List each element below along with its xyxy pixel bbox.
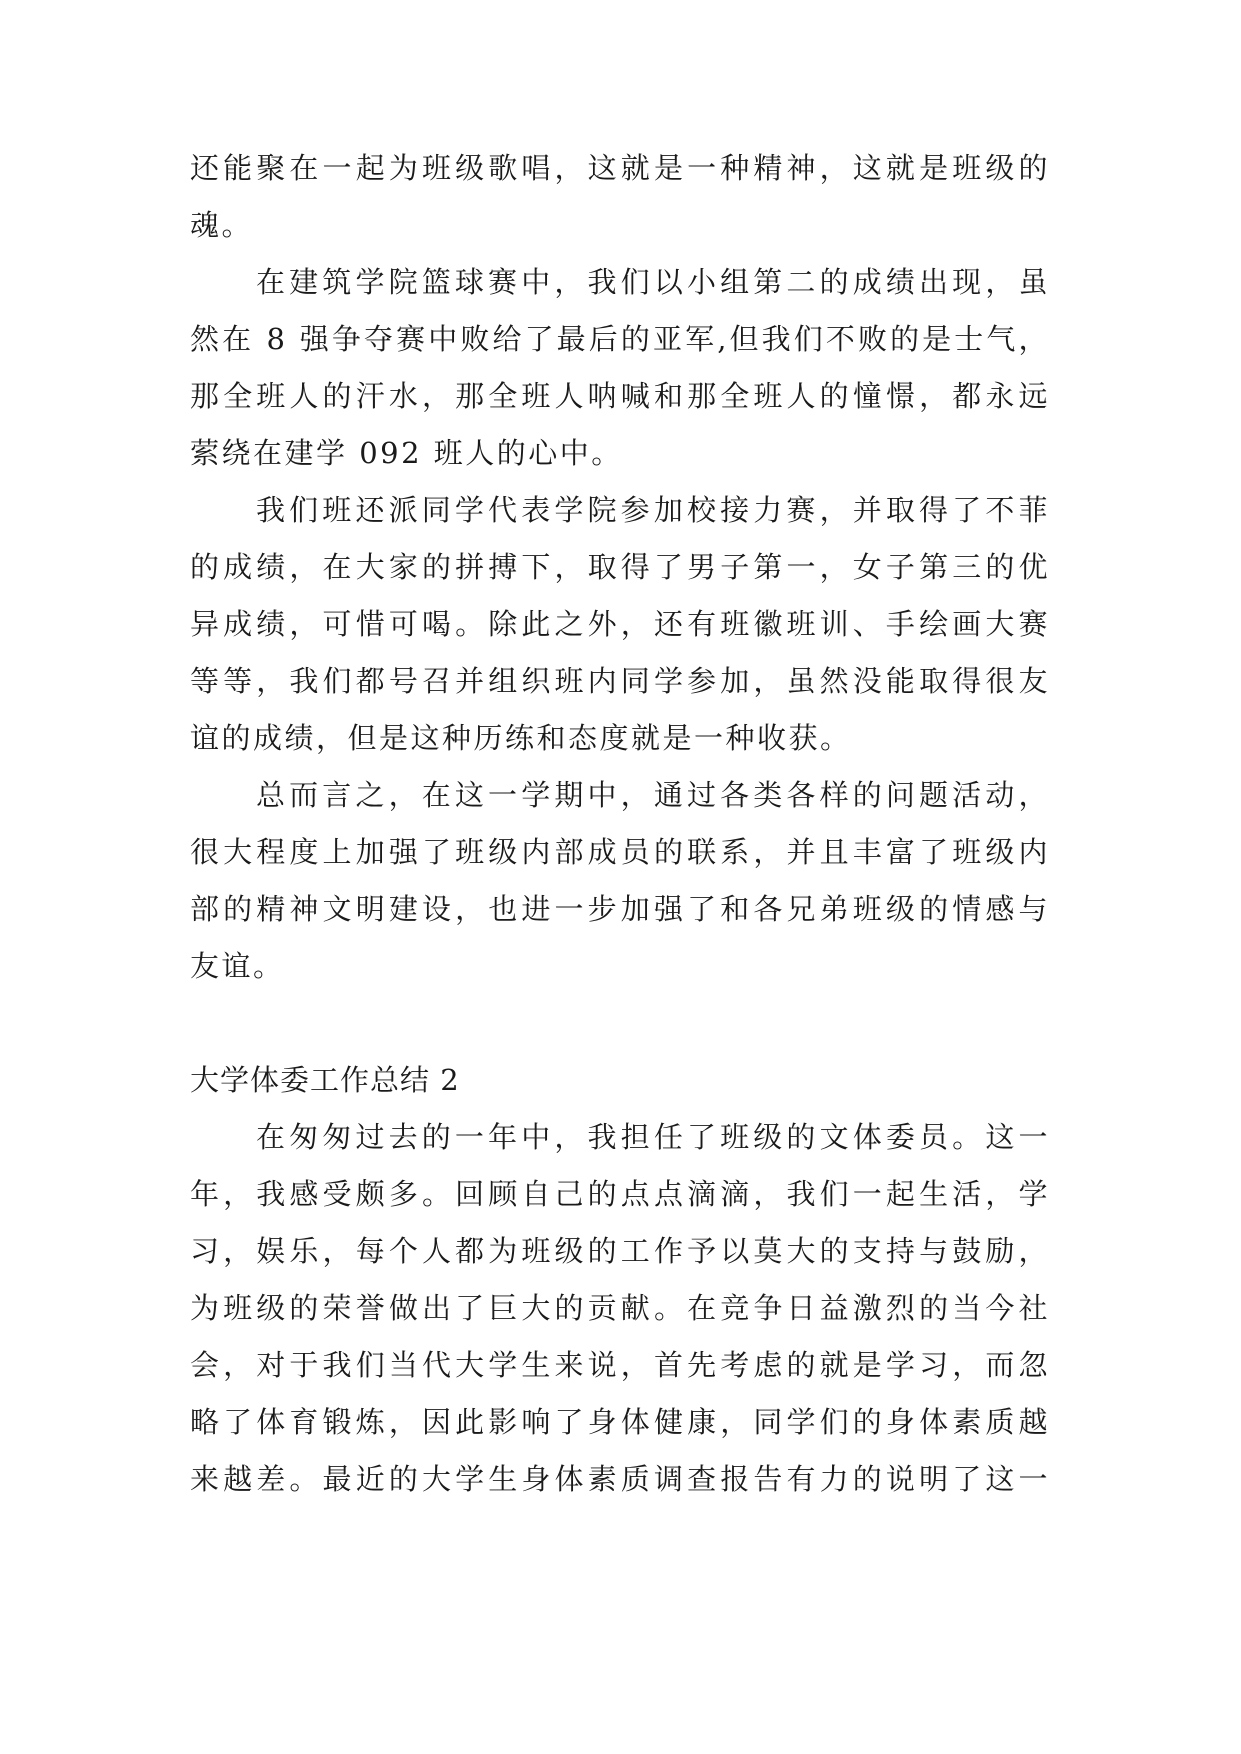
text-line: 那全班人的汗水，那全班人呐喊和那全班人的憧憬，都永远 bbox=[190, 379, 1050, 413]
section-heading: 大学体委工作总结 2 bbox=[190, 1063, 460, 1097]
text-line: 会，对于我们当代大学生来说，首先考虑的就是学习，而忽 bbox=[190, 1348, 1050, 1382]
text-line: 然在 8 强争夺赛中败给了最后的亚军,但我们不败的是士气， bbox=[190, 322, 1050, 356]
text-line: 习，娱乐，每个人都为班级的工作予以莫大的支持与鼓励， bbox=[190, 1234, 1050, 1268]
text-line: 还能聚在一起为班级歌唱，这就是一种精神，这就是班级的 bbox=[190, 151, 1050, 185]
text-line: 魂。 bbox=[190, 208, 254, 242]
text-line: 谊的成绩，但是这种历练和态度就是一种收获。 bbox=[190, 721, 852, 755]
text-line: 异成绩，可惜可喝。除此之外，还有班徽班训、手绘画大赛 bbox=[190, 607, 1050, 641]
text-line: 年，我感受颇多。回顾自己的点点滴滴，我们一起生活，学 bbox=[190, 1177, 1050, 1211]
text-line: 略了体育锻炼，因此影响了身体健康，同学们的身体素质越 bbox=[190, 1405, 1050, 1439]
text-line: 部的精神文明建设，也进一步加强了和各兄弟班级的情感与 bbox=[190, 892, 1050, 926]
text-line: 为班级的荣誉做出了巨大的贡献。在竞争日益激烈的当今社 bbox=[190, 1291, 1050, 1325]
text-line: 等等，我们都号召并组织班内同学参加，虽然没能取得很友 bbox=[190, 664, 1050, 698]
text-line: 萦绕在建学 092 班人的心中。 bbox=[190, 436, 623, 470]
paragraph-first-line: 在建筑学院篮球赛中，我们以小组第二的成绩出现，虽 bbox=[256, 265, 1050, 299]
text-line: 友谊。 bbox=[190, 949, 285, 983]
text-line: 很大程度上加强了班级内部成员的联系，并且丰富了班级内 bbox=[190, 835, 1050, 869]
text-line: 来越差。最近的大学生身体素质调查报告有力的说明了这一 bbox=[190, 1462, 1050, 1496]
paragraph-first-line: 在匆匆过去的一年中，我担任了班级的文体委员。这一 bbox=[256, 1120, 1050, 1154]
text-line: 的成绩，在大家的拼搏下，取得了男子第一，女子第三的优 bbox=[190, 550, 1050, 584]
paragraph-first-line: 我们班还派同学代表学院参加校接力赛，并取得了不菲 bbox=[256, 493, 1050, 527]
paragraph-first-line: 总而言之，在这一学期中，通过各类各样的问题活动， bbox=[256, 778, 1050, 812]
